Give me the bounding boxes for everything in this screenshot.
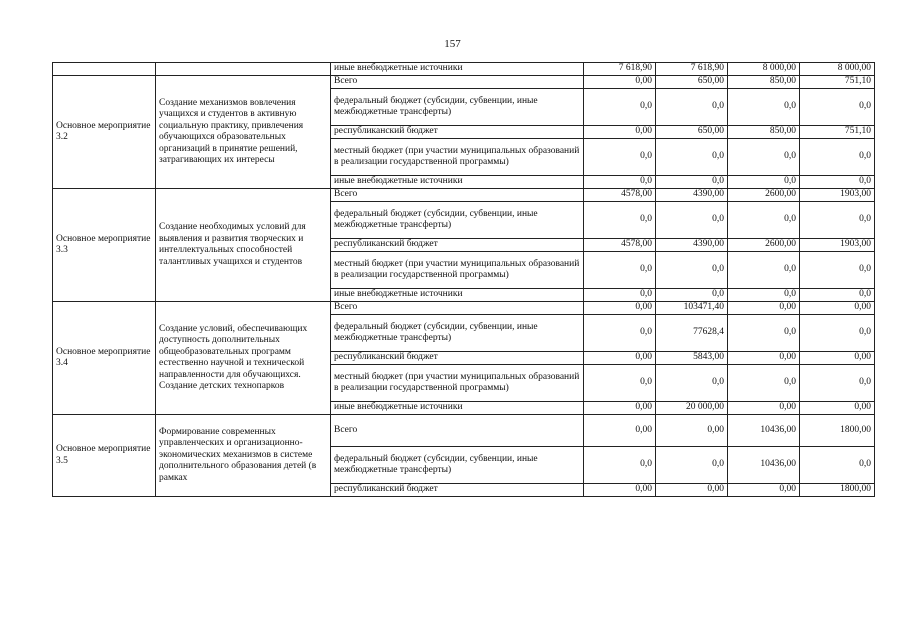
value-cell: 10436,00 [728, 447, 800, 484]
value-cell: 0,0 [656, 447, 728, 484]
value-cell: 0,00 [728, 302, 800, 315]
value-cell: 0,0 [728, 252, 800, 289]
value-cell: 5843,00 [656, 352, 728, 365]
value-cell: 0,00 [728, 402, 800, 415]
funding-source: Всего [331, 302, 584, 315]
page-number: 157 [444, 38, 461, 50]
value-cell: 0,0 [728, 365, 800, 402]
value-cell: 0,0 [800, 315, 875, 352]
value-cell: 0,00 [584, 415, 656, 447]
value-cell: 8 000,00 [800, 63, 875, 76]
value-cell: 0,0 [800, 202, 875, 239]
value-cell: 1903,00 [800, 239, 875, 252]
value-cell: 0,0 [584, 365, 656, 402]
value-cell: 0,0 [656, 89, 728, 126]
value-cell: 0,0 [584, 289, 656, 302]
value-cell: 0,0 [584, 315, 656, 352]
value-cell: 0,00 [800, 302, 875, 315]
value-cell: 77628,4 [656, 315, 728, 352]
value-cell: 650,00 [656, 76, 728, 89]
value-cell: 0,0 [584, 447, 656, 484]
funding-source: федеральный бюджет (субсидии, субвенции, иные межбюджетные трансферты) [331, 447, 584, 484]
funding-source: иные внебюджетные источники [331, 176, 584, 189]
value-cell: 0,0 [800, 252, 875, 289]
value-cell: 0,00 [584, 76, 656, 89]
funding-source: иные внебюджетные источники [331, 63, 584, 76]
value-cell: 0,0 [584, 176, 656, 189]
budget-table [52, 62, 875, 497]
value-cell: 1800,00 [800, 484, 875, 497]
funding-source: республиканский бюджет [331, 239, 584, 252]
value-cell: 0,00 [800, 402, 875, 415]
value-cell: 0,0 [584, 89, 656, 126]
funding-source: иные внебюджетные источники [331, 289, 584, 302]
value-cell: 0,0 [728, 315, 800, 352]
value-cell: 0,0 [728, 202, 800, 239]
measure-description: Создание необходимых условий для выявления и развития творческих и интеллектуальных способностей талантливых учащихся и студентов [156, 189, 331, 302]
value-cell: 0,0 [800, 89, 875, 126]
value-cell: 751,10 [800, 126, 875, 139]
value-cell: 850,00 [728, 126, 800, 139]
value-cell: 0,0 [584, 252, 656, 289]
value-cell: 1800,00 [800, 415, 875, 447]
value-cell: 0,0 [800, 139, 875, 176]
value-cell: 850,00 [728, 76, 800, 89]
value-cell: 4390,00 [656, 189, 728, 202]
value-cell: 0,0 [728, 139, 800, 176]
value-cell: 0,0 [800, 447, 875, 484]
value-cell: 0,00 [656, 484, 728, 497]
value-cell: 0,00 [584, 126, 656, 139]
value-cell: 0,0 [728, 89, 800, 126]
funding-source: Всего [331, 76, 584, 89]
value-cell: 0,0 [656, 289, 728, 302]
funding-source: федеральный бюджет (субсидии, субвенции, иные межбюджетные трансферты) [331, 202, 584, 239]
value-cell: 7 618,90 [656, 63, 728, 76]
funding-source: республиканский бюджет [331, 352, 584, 365]
value-cell: 0,0 [656, 365, 728, 402]
measure-name: Основное мероприятие 3.4 [53, 302, 156, 415]
value-cell: 4578,00 [584, 239, 656, 252]
measure-description: Формирование современных управленческих и организационно-экономических механизмов в системе дополнительного образования детей (в рамках [156, 415, 331, 497]
value-cell: 2600,00 [728, 239, 800, 252]
value-cell: 0,00 [584, 402, 656, 415]
funding-source: федеральный бюджет (субсидии, субвенции, иные межбюджетные трансферты) [331, 89, 584, 126]
value-cell: 0,0 [800, 365, 875, 402]
value-cell: 0,00 [728, 352, 800, 365]
table-row [53, 76, 875, 89]
value-cell: 0,0 [584, 202, 656, 239]
measure-name: Основное мероприятие 3.5 [53, 415, 156, 497]
measure-description: Создание условий, обеспечивающих доступность дополнительных общеобразовательных программ естественно научной и технической направленности для обучающихся. Создание детских технопарков [156, 302, 331, 415]
funding-source: республиканский бюджет [331, 484, 584, 497]
value-cell: 4390,00 [656, 239, 728, 252]
value-cell: 7 618,90 [584, 63, 656, 76]
funding-source: федеральный бюджет (субсидии, субвенции, иные межбюджетные трансферты) [331, 315, 584, 352]
value-cell: 20 000,00 [656, 402, 728, 415]
funding-source: местный бюджет (при участии муниципальных образований в реализации государственной программы) [331, 139, 584, 176]
value-cell: 0,00 [728, 484, 800, 497]
measure-name: Основное мероприятие 3.3 [53, 189, 156, 302]
value-cell: 8 000,00 [728, 63, 800, 76]
funding-source: иные внебюджетные источники [331, 402, 584, 415]
value-cell: 0,0 [800, 289, 875, 302]
table-row [53, 189, 875, 202]
value-cell: 103471,40 [656, 302, 728, 315]
value-cell: 0,00 [584, 302, 656, 315]
funding-source: местный бюджет (при участии муниципальных образований в реализации государственной программы) [331, 365, 584, 402]
funding-source: Всего [331, 189, 584, 202]
funding-source: Всего [331, 415, 584, 447]
measure-cell-empty [53, 63, 156, 76]
measure-name: Основное мероприятие 3.2 [53, 76, 156, 189]
value-cell: 0,00 [584, 484, 656, 497]
value-cell: 0,0 [584, 139, 656, 176]
value-cell: 0,0 [800, 176, 875, 189]
value-cell: 0,00 [584, 352, 656, 365]
table-row [53, 415, 875, 447]
funding-source: местный бюджет (при участии муниципальных образований в реализации государственной программы) [331, 252, 584, 289]
value-cell: 0,0 [656, 202, 728, 239]
value-cell: 4578,00 [584, 189, 656, 202]
value-cell: 0,0 [728, 289, 800, 302]
value-cell: 650,00 [656, 126, 728, 139]
funding-source: республиканский бюджет [331, 126, 584, 139]
description-cell-empty [156, 63, 331, 76]
value-cell: 2600,00 [728, 189, 800, 202]
table-row [53, 63, 875, 76]
value-cell: 0,00 [800, 352, 875, 365]
table-row [53, 302, 875, 315]
value-cell: 0,0 [728, 176, 800, 189]
value-cell: 0,0 [656, 176, 728, 189]
value-cell: 751,10 [800, 76, 875, 89]
measure-description: Создание механизмов вовлечения учащихся и студентов в активную социальную практику, привлечения обучающихся образовательных организаций в принятие решений, затрагивающих их интересы [156, 76, 331, 189]
value-cell: 0,00 [656, 415, 728, 447]
value-cell: 0,0 [656, 139, 728, 176]
value-cell: 0,0 [656, 252, 728, 289]
value-cell: 10436,00 [728, 415, 800, 447]
value-cell: 1903,00 [800, 189, 875, 202]
